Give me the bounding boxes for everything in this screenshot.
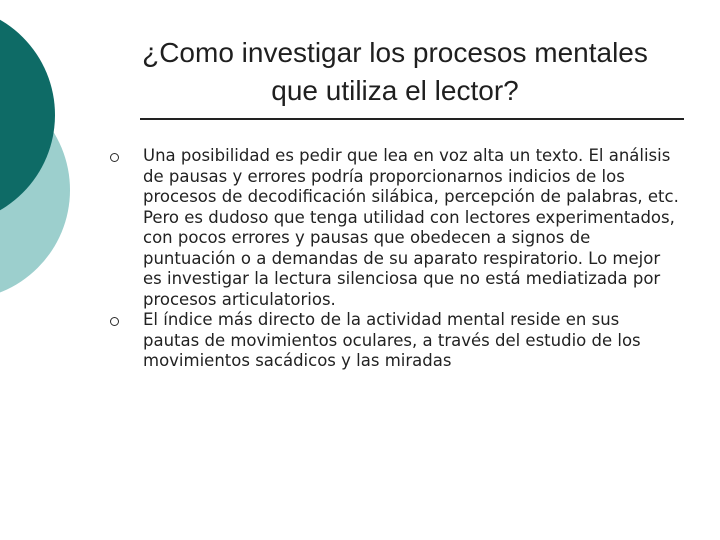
hollow-circle-bullet-icon <box>110 153 119 162</box>
bullet-text: El índice más directo de la actividad mental reside en sus pautas de movimientos oculares, a través del estudio de los movimientos sacádicos y las miradas <box>143 310 641 370</box>
bullet-text: Una posibilidad es pedir que lea en voz alta un texto. El análisis de pausas y errores podría proporcionarnos indicios de los procesos de decodificación silábica, percepción de palabras, etc. Pero es dudoso que tenga utilidad con lectores experimentados, con pocos errores y pausas que obedecen a signos de puntuación o a demandas de su aparato respiratorio. Lo mejor es investigar la lectura silenciosa que no está mediatizada por procesos articulatorios. <box>143 146 679 309</box>
bullet-item <box>110 146 680 310</box>
hollow-circle-bullet-icon <box>110 317 119 326</box>
title-divider <box>140 118 684 120</box>
slide-title: ¿Como investigar los procesos mentales que utiliza el lector? <box>142 37 648 106</box>
bullet-list <box>110 146 680 372</box>
decorative-circles <box>0 0 80 300</box>
bullet-item <box>110 310 680 372</box>
